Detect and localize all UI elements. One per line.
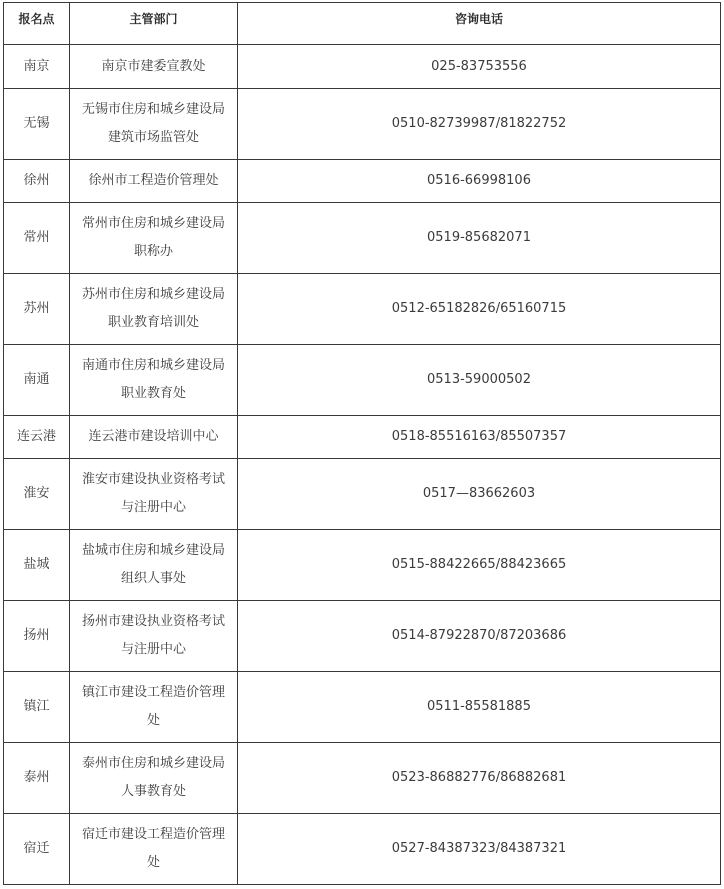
table-row	[4, 530, 721, 601]
table-header-row	[4, 3, 721, 45]
dept-cell	[70, 274, 238, 345]
table-row	[4, 672, 721, 743]
table-row	[4, 45, 721, 89]
dept-line: 苏州市住房和城乡建设局	[81, 287, 225, 302]
dept-cell	[70, 459, 238, 530]
dept-line: 组织人事处	[120, 571, 186, 586]
city-cell: 苏州	[4, 274, 70, 345]
dept-cell	[70, 601, 238, 672]
dept-line: 南通市住房和城乡建设局	[81, 358, 225, 373]
city-cell: 宿迁	[4, 814, 70, 885]
table-row	[4, 345, 721, 416]
dept-cell	[70, 45, 238, 89]
phone-cell: 0516-66998106	[238, 160, 721, 203]
dept-line: 职业教育处	[120, 386, 186, 401]
phone-cell: 025-83753556	[238, 45, 721, 89]
dept-cell	[70, 203, 238, 274]
table-row	[4, 459, 721, 530]
dept-line: 扬州市建设执业资格考试	[81, 614, 225, 629]
dept-line: 处	[146, 713, 160, 728]
phone-cell: 0515-88422665/88423665	[238, 530, 721, 601]
dept-line: 人事教育处	[120, 784, 186, 799]
dept-line: 泰州市住房和城乡建设局	[81, 756, 225, 771]
dept-line: 职业教育培训处	[107, 315, 199, 330]
dept-line: 南京市建委宣教处	[101, 58, 206, 74]
dept-line: 连云港市建设培训中心	[88, 429, 219, 444]
dept-line: 镇江市建设工程造价管理	[81, 685, 225, 700]
city-cell: 南京	[4, 45, 70, 89]
city-cell: 徐州	[4, 160, 70, 203]
city-cell: 泰州	[4, 743, 70, 814]
table-row	[4, 814, 721, 885]
phone-cell: 0519-85682071	[238, 203, 721, 274]
table-row	[4, 160, 721, 203]
dept-cell	[70, 530, 238, 601]
phone-cell: 0517—83662603	[238, 459, 721, 530]
dept-line: 处	[146, 855, 160, 870]
table-row	[4, 89, 721, 160]
dept-cell	[70, 416, 238, 459]
dept-cell	[70, 743, 238, 814]
dept-line: 宿迁市建设工程造价管理	[81, 827, 225, 842]
phone-cell: 0527-84387323/84387321	[238, 814, 721, 885]
contact-table	[3, 2, 721, 885]
dept-cell	[70, 345, 238, 416]
city-cell: 常州	[4, 203, 70, 274]
city-cell: 淮安	[4, 459, 70, 530]
table-row	[4, 274, 721, 345]
city-cell: 扬州	[4, 601, 70, 672]
header-dept: 主管部门	[70, 3, 238, 45]
phone-cell: 0510-82739987/81822752	[238, 89, 721, 160]
dept-line: 无锡市住房和城乡建设局	[81, 102, 225, 117]
phone-cell: 0513-59000502	[238, 345, 721, 416]
dept-line: 职称办	[133, 244, 173, 259]
table-body	[4, 45, 721, 885]
dept-cell	[70, 814, 238, 885]
table-row	[4, 601, 721, 672]
dept-line: 建筑市场监管处	[107, 130, 199, 145]
dept-line: 常州市住房和城乡建设局	[81, 216, 225, 231]
dept-cell	[70, 672, 238, 743]
header-phone: 咨询电话	[238, 3, 721, 45]
phone-cell: 0514-87922870/87203686	[238, 601, 721, 672]
city-cell: 南通	[4, 345, 70, 416]
dept-line: 徐州市工程造价管理处	[88, 173, 219, 188]
dept-line: 淮安市建设执业资格考试	[81, 472, 225, 487]
phone-cell: 0512-65182826/65160715	[238, 274, 721, 345]
phone-cell: 0523-86882776/86882681	[238, 743, 721, 814]
table-row	[4, 203, 721, 274]
city-cell: 连云港	[4, 416, 70, 459]
dept-line: 与注册中心	[120, 500, 186, 515]
dept-cell	[70, 160, 238, 203]
dept-line: 与注册中心	[120, 642, 186, 657]
dept-line: 盐城市住房和城乡建设局	[81, 543, 225, 558]
header-city: 报名点	[4, 3, 70, 45]
phone-cell: 0511-85581885	[238, 672, 721, 743]
city-cell: 盐城	[4, 530, 70, 601]
table-row	[4, 743, 721, 814]
table-row	[4, 416, 721, 459]
city-cell: 无锡	[4, 89, 70, 160]
city-cell: 镇江	[4, 672, 70, 743]
dept-cell	[70, 89, 238, 160]
phone-cell: 0518-85516163/85507357	[238, 416, 721, 459]
